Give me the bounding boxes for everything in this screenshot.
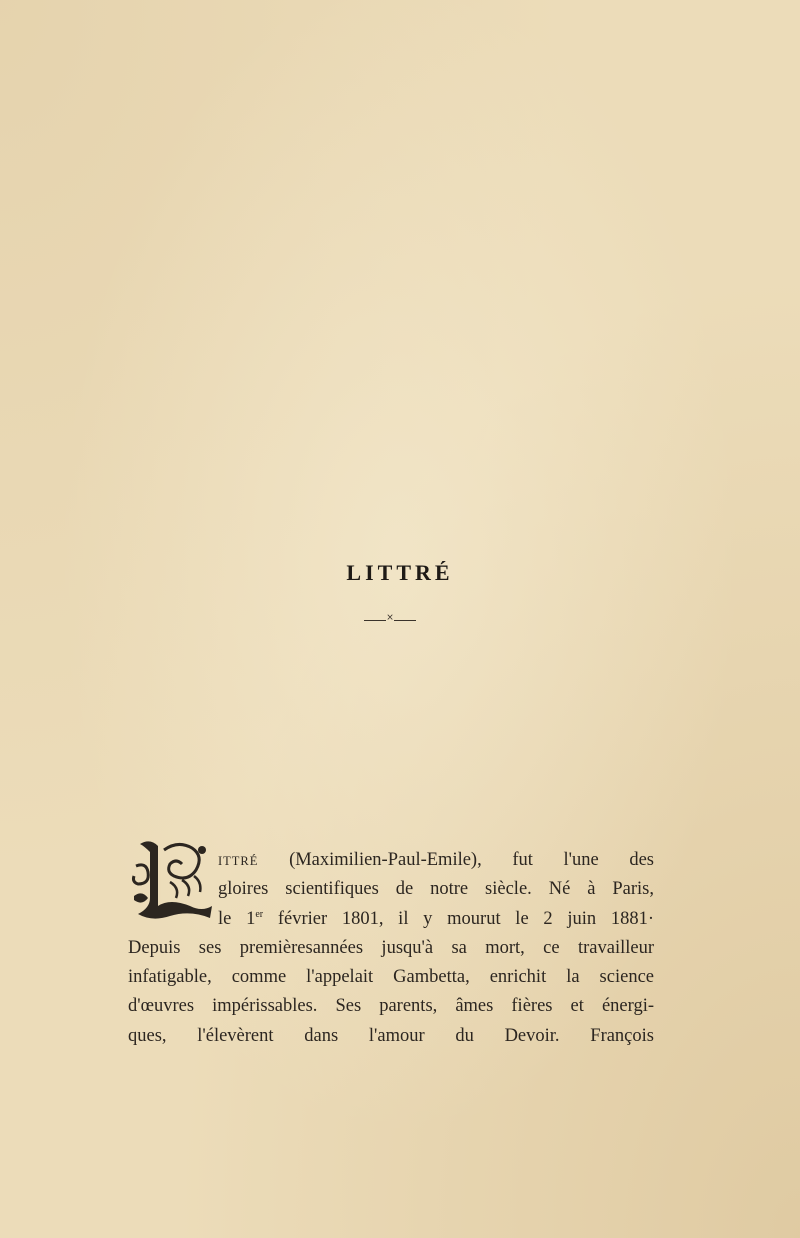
ornament-rule-right: [394, 620, 416, 621]
text-line: ques, l'élevèrent dans l'amour du Devoir. François: [128, 1025, 654, 1046]
text-line: gloires scientifiques de notre siècle. Né à Paris,: [218, 879, 654, 900]
text-line: Depuis ses premièresannées jusqu'à sa mort, ce travailleur: [128, 937, 654, 958]
text-line: infatigable, comme l'appelait Gambetta, enrichit la science: [128, 967, 654, 988]
smallcaps-lead: ITTRÉ: [218, 854, 259, 868]
title-ornament: [364, 613, 416, 623]
text-line: d'œuvres impérissables. Ses parents, âmes fières et énergi-: [128, 996, 654, 1017]
ornament-cross-icon: ×: [386, 613, 394, 623]
superscript: er: [255, 908, 264, 920]
text-span: (Maximilien-Paul-Emile), fut l'une des: [289, 850, 655, 870]
page-title: LITTRÉ: [346, 560, 454, 585]
body-paragraph: [128, 846, 654, 1051]
text-line: [128, 846, 654, 875]
text-span: février 1801, il y mourut le 2 juin 1881·: [277, 908, 654, 929]
text-line: [128, 905, 654, 934]
text-span: le 1: [218, 908, 256, 929]
ornament-rule-left: [364, 620, 386, 621]
